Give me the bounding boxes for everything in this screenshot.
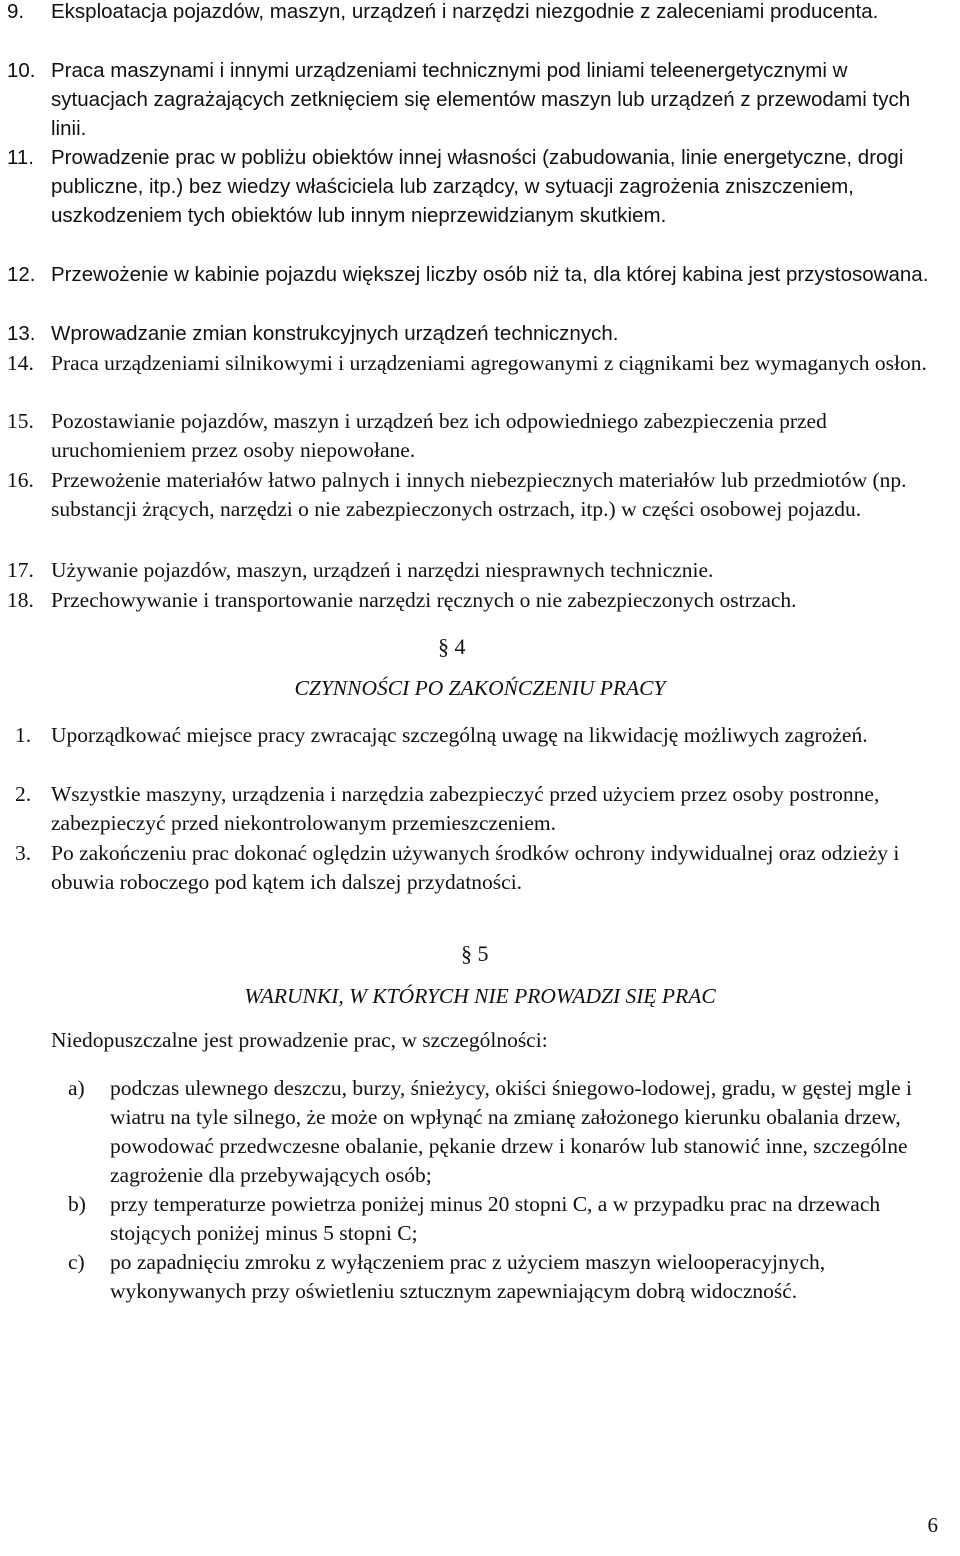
item-text: po zapadnięciu zmroku z wyłączeniem prac z użyciem maszyn wielooperacyjnych, wykonywanych przy oświetleniu sztucznym zapewniającym dobrą widoczność. bbox=[110, 1250, 826, 1303]
item-text: przy temperaturze powietrza poniżej minus 20 stopni C, a w przypadku prac na drzewach stojących poniżej minus 5 stopni C; bbox=[110, 1192, 881, 1245]
item-text: Wszystkie maszyny, urządzenia i narzędzia zabezpieczyć przed użyciem przez osoby postronne, zabezpieczyć przed niekontrolowanym przemieszczeniem. bbox=[51, 782, 880, 835]
item-text: Przewożenie materiałów łatwo palnych i innych niebezpiecznych materiałów lub przedmiotów (np. substancji żrących, narzędzi o nie zabezpieczonych ostrzach, itp.) w części osobowej pojazdu. bbox=[51, 468, 907, 521]
item-number: a) bbox=[68, 1076, 85, 1100]
item-text: Przewożenie w kabinie pojazdu większej liczby osób niż ta, dla której kabina jest przystosowana. bbox=[51, 263, 929, 286]
item-number: 17. bbox=[7, 558, 34, 582]
item-number: 15. bbox=[7, 409, 34, 433]
item-text: podczas ulewnego deszczu, burzy, śnieżycy, okiści śniegowo-lodowej, gradu, w gęstej mgle i wiatru na tyle silnego, że może on wpłynąć na zmianę założonego kierunku obalania drzew, powodować przedwczesne obalanie, pękanie drzew i konarów lub stanowić inne, szczególne zagrożenie dla przebywających osób; bbox=[110, 1076, 913, 1187]
item-number: 13. bbox=[7, 322, 36, 345]
item-text: Eksploatacja pojazdów, maszyn, urządzeń i narzędzi niezgodnie z zaleceniami producenta. bbox=[51, 0, 879, 23]
item-number: 11. bbox=[7, 146, 34, 169]
item-text: Praca maszynami i innymi urządzeniami technicznymi pod liniami teleenergetycznymi w sytuacjach zagrażających zetknięciem się elementów maszyn lub urządzeń z przewodami tych linii. bbox=[51, 59, 911, 140]
item-number: 16. bbox=[7, 468, 34, 492]
item-number: 2. bbox=[15, 782, 32, 806]
page-number: 6 bbox=[927, 1513, 938, 1537]
item-text: Uporządkować miejsce pracy zwracając szczególną uwagę na likwidację możliwych zagrożeń. bbox=[51, 723, 868, 747]
item-number: 18. bbox=[7, 588, 34, 612]
item-number: 14. bbox=[7, 351, 34, 375]
item-number: 3. bbox=[15, 841, 32, 865]
item-text: Praca urządzeniami silnikowymi i urządzeniami agregowanymi z ciągnikami bez wymaganych osłon. bbox=[51, 351, 927, 375]
item-text: Wprowadzanie zmian konstrukcyjnych urządzeń technicznych. bbox=[51, 322, 619, 345]
section-intro: Niedopuszczalne jest prowadzenie prac, w szczególności: bbox=[51, 1028, 548, 1052]
item-text: Pozostawianie pojazdów, maszyn i urządzeń bez ich odpowiedniego zabezpieczenia przed uruchomieniem przez osoby niepowołane. bbox=[51, 409, 827, 462]
item-text: Po zakończeniu prac dokonać oględzin używanych środków ochrony indywidualnej oraz odzieży i obuwia roboczego pod kątem ich dalszej przydatności. bbox=[51, 841, 900, 894]
section-sign: § 5 bbox=[461, 941, 489, 966]
section-sign: § 4 bbox=[438, 634, 466, 659]
item-text: Przechowywanie i transportowanie narzędzi ręcznych o nie zabezpieczonych ostrzach. bbox=[51, 588, 797, 612]
item-number: 12. bbox=[7, 263, 36, 286]
item-text: Prowadzenie prac w pobliżu obiektów innej własności (zabudowania, linie energetyczne, drogi publiczne, itp.) bez wiedzy właściciela lub zarządcy, w sytuacji zagrożenia zniszczeniem, uszkodzeniem tych obiektów lub innym nieprzewidzianym skutkiem. bbox=[51, 146, 904, 227]
item-text: Używanie pojazdów, maszyn, urządzeń i narzędzi niesprawnych technicznie. bbox=[51, 558, 714, 582]
item-number: 1. bbox=[15, 723, 32, 747]
item-number: 9. bbox=[7, 0, 25, 23]
item-number: 10. bbox=[7, 59, 36, 82]
item-number: b) bbox=[68, 1192, 86, 1216]
section-heading: CZYNNOŚCI PO ZAKOŃCZENIU PRACY bbox=[294, 676, 666, 700]
section-heading: WARUNKI, W KTÓRYCH NIE PROWADZI SIĘ PRAC bbox=[244, 984, 716, 1008]
item-number: c) bbox=[68, 1250, 85, 1274]
